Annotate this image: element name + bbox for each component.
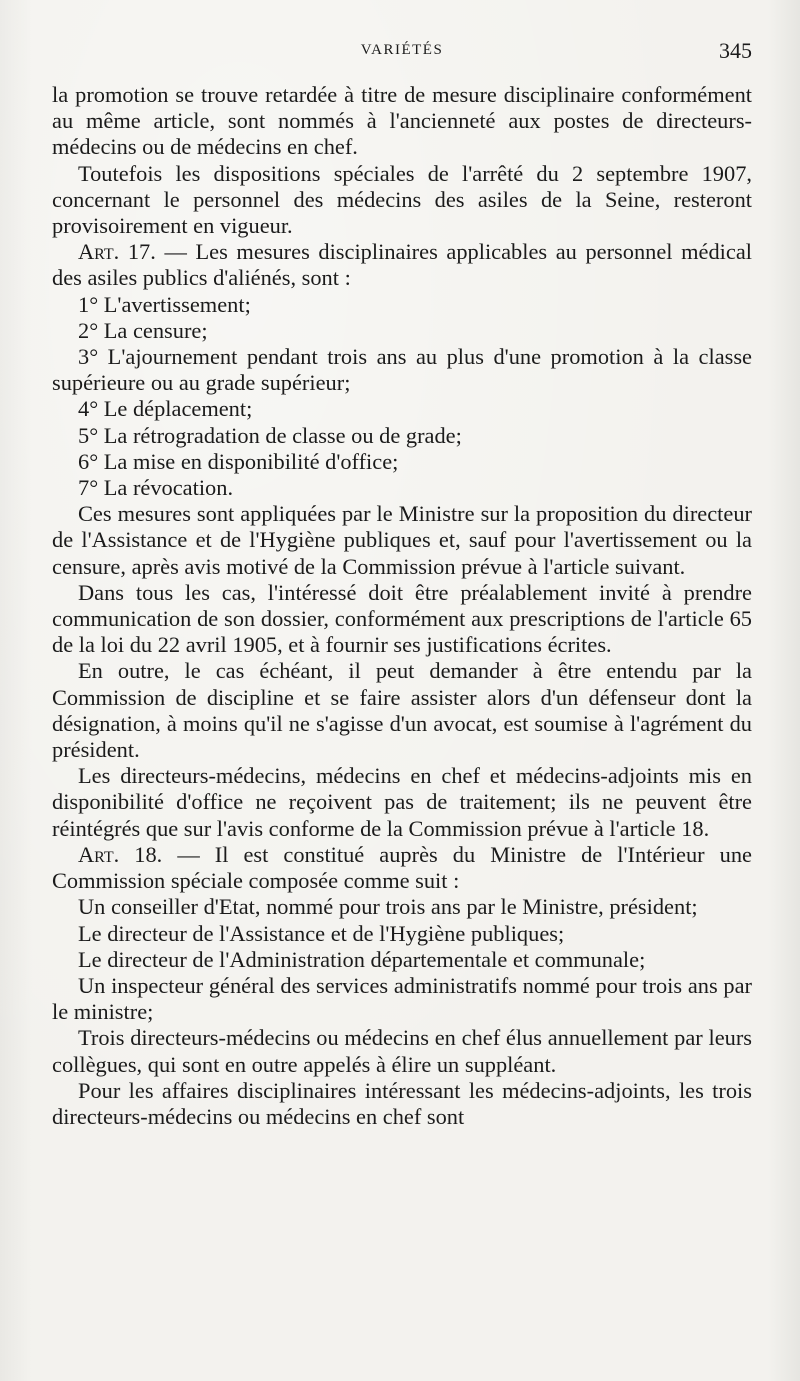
commission-member-assistance: Le directeur de l'Assistance et de l'Hygiène publiques;	[78, 920, 565, 946]
paragraph-seine-provisions: Toutefois les dispositions spéciales de l'arrêté du 2 septembre 1907, concernant le personnel des médecins des asiles de la Seine, resteront provisoirement en vigueur.	[52, 160, 752, 239]
article-heading: Art. 17.	[78, 239, 156, 265]
page-header	[52, 38, 752, 68]
commission-member-inspector: Un inspecteur général des services administratifs nommé pour trois ans par le ministre;	[52, 972, 752, 1025]
measure-item-4: 4° Le déplacement;	[78, 396, 253, 422]
measure-item-2: 2° La censure;	[78, 317, 208, 343]
paragraph-continuation: la promotion se trouve retardée à titre de mesure disciplinaire conformément au même article, sont nommés à l'ancienneté aux postes de directeurs-médecins ou de médecins en chef.	[52, 82, 752, 160]
paragraph-disponibilite: Les directeurs-médecins, médecins en chef et médecins-adjoints mis en disponibilité d'office ne reçoivent pas de traitement; ils ne peuvent être réintégrés que sur l'avis conforme de la Commission prévue à l'article 18.	[52, 763, 752, 841]
commission-member-elected: Trois directeurs-médecins ou médecins en chef élus annuellement par leurs collègues, qui sont en outre appelés à élire un suppléant.	[52, 1025, 752, 1077]
article-18-intro	[52, 842, 752, 894]
paragraph-adjoints: Pour les affaires disciplinaires intéressant les médecins-adjoints, les trois directeurs-médecins ou médecins en chef sont	[52, 1077, 752, 1129]
measure-item-6: 6° La mise en disponibilité d'office;	[78, 448, 399, 474]
article-17-intro	[52, 239, 752, 291]
paragraph-application: Ces mesures sont appliquées par le Ministre sur la proposition du directeur de l'Assistance et de l'Hygiène publiques et, sauf pour l'avertissement ou la censure, après avis motivé de la Commission prévue à l'article suivant.	[52, 501, 752, 579]
running-title: VARIÉTÉS	[360, 42, 444, 58]
measure-item-5: 5° La rétrogradation de classe ou de grade;	[78, 422, 462, 448]
body-text	[52, 82, 752, 1130]
page-number: 345	[719, 38, 752, 63]
measure-item-1: 1° L'avertissement;	[78, 291, 251, 317]
measure-item-3: 3° L'ajournement pendant trois ans au plus d'une promotion à la classe supérieure ou au grade supérieur;	[52, 344, 752, 396]
commission-member-administration: Le directeur de l'Administration départementale et communale;	[78, 946, 646, 972]
article-17-text: — Les mesures disciplinaires applicables au personnel médical des asiles publics d'aliénés, sont :	[52, 239, 752, 291]
measure-item-7: 7° La révocation.	[78, 475, 234, 501]
article-18-text: — Il est constitué auprès du Ministre de l'Intérieur une Commission spéciale composée comme suit :	[52, 841, 752, 894]
article-heading: Art. 18.	[78, 841, 163, 867]
commission-member-president: Un conseiller d'Etat, nommé pour trois ans par le Ministre, président;	[78, 894, 698, 920]
paragraph-dossier: Dans tous les cas, l'intéressé doit être préalablement invité à prendre communication de son dossier, conformément aux prescriptions de l'article 65 de la loi du 22 avril 1905, et à fournir ses justifications écrites.	[52, 579, 752, 658]
paragraph-hearing: En outre, le cas échéant, il peut demander à être entendu par la Commission de discipline et se faire assister alors d'un défenseur dont la désignation, à moins qu'il ne s'agisse d'un avocat, est soumise à l'agrément du président.	[52, 658, 752, 763]
